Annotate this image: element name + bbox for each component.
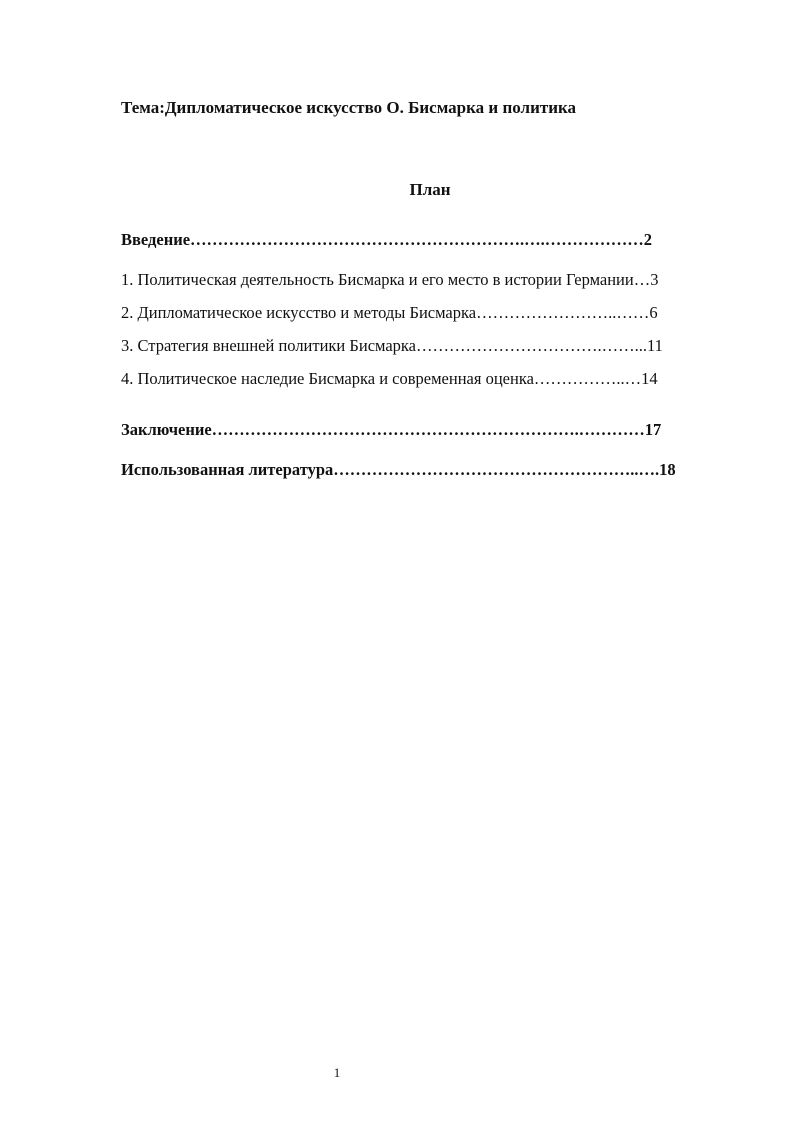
toc-item-references: Использованная литература………………………………………………..….18 [121, 460, 676, 479]
toc-item-chapter-2: 2. Дипломатическое искусство и методы Бисмарка……………………..……6 [121, 303, 658, 322]
plan-heading: План [409, 180, 451, 199]
page-number: 1 [333, 1065, 341, 1080]
toc-item-introduction: Введение…………………………………………………….….………………2 [121, 230, 653, 249]
toc-item-conclusion: Заключение………………………………………………………….…………17 [121, 420, 662, 439]
toc-item-chapter-1: 1. Политическая деятельность Бисмарка и его место в истории Германии…3 [121, 270, 659, 289]
toc-item-chapter-4: 4. Политическое наследие Бисмарка и современная оценка……………..…14 [121, 369, 658, 388]
document-topic: Тема:Дипломатическое искусство О. Бисмарка и политика [121, 98, 577, 117]
toc-item-chapter-3: 3. Стратегия внешней политики Бисмарка…………………………….……...11 [121, 336, 663, 355]
